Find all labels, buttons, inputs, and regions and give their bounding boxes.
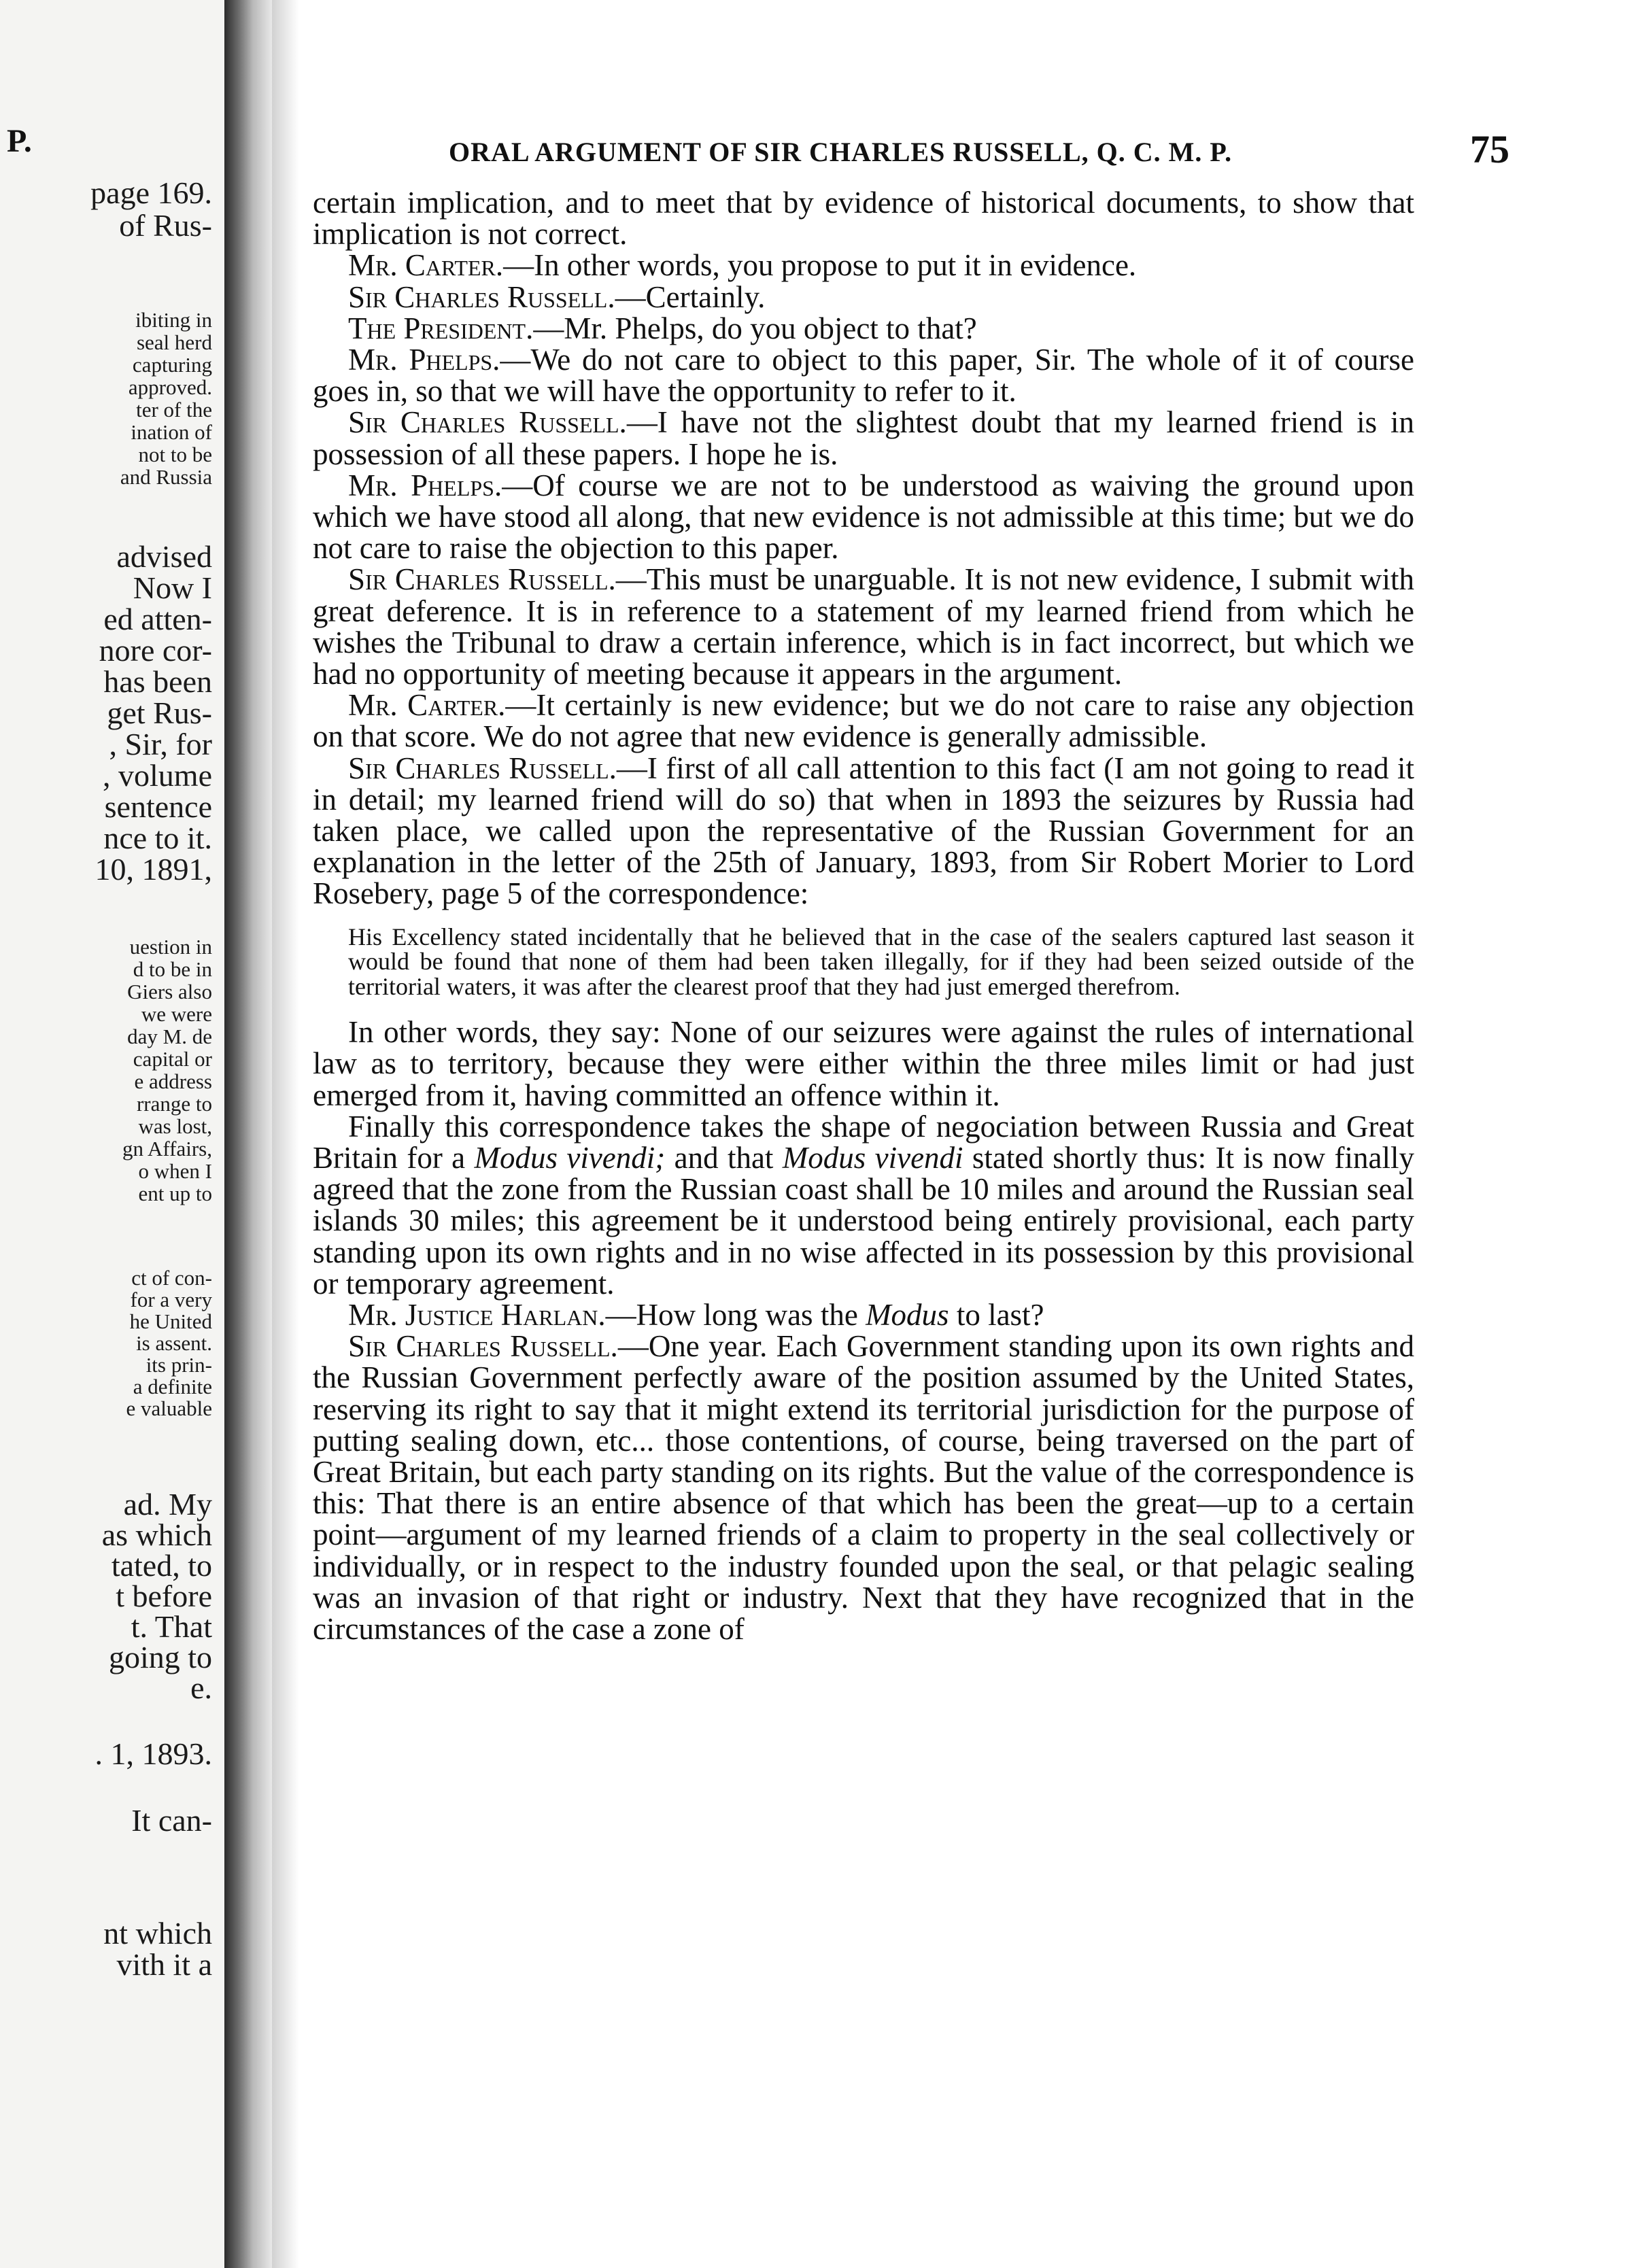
- paragraph-text: certain implication, and to meet that by evidence of historical documents, to show that implication is not correct.: [313, 186, 1414, 252]
- paragraph-text: —Mr. Phelps, do you object to that?: [533, 311, 977, 345]
- running-head: ORAL ARGUMENT OF SIR CHARLES RUSSELL, Q. C. M. P.: [449, 137, 1233, 167]
- left-page-line: day M. de: [127, 1025, 212, 1048]
- paragraph-modus-vivendi: [313, 1111, 1414, 1299]
- paragraph-russell-one-year: [313, 1330, 1414, 1645]
- speaker-name: Mr. Justice Harlan.: [348, 1298, 606, 1332]
- text-span: and that: [665, 1140, 783, 1175]
- left-page-line: ct of con-: [131, 1266, 212, 1290]
- paragraph-harlan-question: [313, 1299, 1414, 1330]
- speaker-name: Sir Charles Russell.: [348, 562, 616, 597]
- speaker-name: The President.: [348, 311, 534, 345]
- left-page-line: tated, to: [111, 1548, 212, 1583]
- paragraph-text: —Of course we are not to be understood as waiving the ground upon which we have stood all along, that new evidence is not admissible at this time; but we do not care to raise the objection to this paper.: [313, 468, 1414, 566]
- left-page-header: P.: [7, 123, 32, 159]
- paragraph-p7: [313, 470, 1414, 564]
- left-page-line: has been: [103, 664, 212, 699]
- italic-term: Modus vivendi;: [474, 1140, 666, 1175]
- left-page-line: a definite: [133, 1375, 212, 1398]
- text-span: —One year. Each Government standing upon its own rights and the Russian Government perfectly aware of the position assumed by the United States, reserving its right to say that it might extend its territorial jurisdiction for the purpose of putting sealing down, etc... those contentions, of course, being traversed on the part of Great Britain, but each party standing on its rights. But the value of the correspondence is this: That there is an entire absence of that which has been the great—up to a certain point—argument of my learned friends of a claim to property in the seal collectively or individually, or in respect to the industry founded upon the seal, or that pelagic sealing was an invasion of that right or industry. Next that they have recognized that in the circumstances of the case a zone of: [313, 1329, 1414, 1647]
- left-page-line: gn Affairs,: [122, 1137, 212, 1161]
- speaker-name: Sir Charles Russell.: [348, 1329, 618, 1364]
- left-page-line: e address: [134, 1069, 212, 1093]
- left-page-line: is assent.: [136, 1331, 212, 1355]
- speaker-name: Mr. Carter.: [348, 688, 506, 723]
- left-page-line: . 1, 1893.: [95, 1736, 212, 1771]
- page-number: 75: [1470, 127, 1509, 171]
- paragraph-text: —Certainly.: [615, 279, 766, 314]
- left-page-line: nce to it.: [103, 821, 212, 855]
- paragraph-p3: [313, 281, 1414, 313]
- left-page-line: as which: [101, 1517, 212, 1552]
- left-page-line: rrange to: [136, 1092, 212, 1116]
- left-page-line: o when I: [138, 1159, 212, 1183]
- text-span: stated shortly thus: It is now finally agreed that the zone from the Russian coast shall be 10 miles and around the Russian seal islands 30 miles; this agreement be it understood being entirely provisional, each party standing upon its own rights and in no wise affected in its possession by this provisional or temporary agreement.: [313, 1140, 1414, 1301]
- left-page-line: ination of: [131, 420, 212, 444]
- left-page-line: its prin-: [146, 1353, 212, 1377]
- left-page-line: e.: [190, 1670, 212, 1705]
- left-page-line: nore cor-: [99, 633, 212, 668]
- gutter-shadow: [272, 0, 299, 2268]
- page-body: [313, 187, 1414, 1645]
- left-page-line: e valuable: [126, 1396, 212, 1420]
- paragraph-p5: [313, 344, 1414, 407]
- left-page-line: get Rus-: [107, 695, 212, 730]
- left-page-line: approved.: [128, 375, 212, 399]
- left-page-fragment: [0, 0, 224, 2268]
- left-page-line: we were: [141, 1002, 212, 1026]
- paragraph-p1: [313, 187, 1414, 250]
- left-page-line: advised: [116, 539, 212, 574]
- left-page-line: not to be: [138, 443, 212, 466]
- left-page-line: d to be in: [133, 957, 212, 981]
- left-page-line: 10, 1891,: [95, 852, 212, 887]
- left-page-line: sentence: [104, 789, 212, 824]
- right-page: [299, 41, 1564, 2237]
- paragraph-text: —We do not care to object to this paper, Sir. The whole of it of course goes in, so that we will have the opportunity to refer to it.: [313, 343, 1414, 409]
- paragraph-in-other-words: In other words, they say: None of our seizures were against the rules of international law as to territory, because they were either within the three miles limit or had just emerged from it, having committed an offence within it.: [313, 1015, 1414, 1112]
- speaker-name: Sir Charles Russell.: [348, 405, 627, 440]
- text-span: —How long was the: [605, 1298, 866, 1332]
- text-span: Finally this correspondence takes the shape of negociation between Russia and Great Britain for a: [313, 1109, 1414, 1175]
- left-page-line: Giers also: [127, 980, 212, 1003]
- left-page-line: of Rus-: [119, 208, 212, 243]
- left-page-line: ad. My: [123, 1487, 212, 1522]
- speaker-name: Sir Charles Russell.: [348, 279, 615, 314]
- left-page-line: vith it a: [116, 1947, 212, 1982]
- book-gutter: [224, 0, 272, 2268]
- paragraph-text: —This must be unarguable. It is not new evidence, I submit with great deference. It is in reference to a statement of my learned friend from which he wishes the Tribunal to draw a certain inference, which is in fact incorrect, but which we had no opportunity of meeting because it appears in the argument.: [313, 562, 1415, 691]
- left-page-line: for a very: [130, 1288, 212, 1311]
- paragraph-p4: [313, 313, 1414, 344]
- left-page-line: going to: [108, 1640, 212, 1674]
- italic-term: Modus vivendi: [782, 1140, 963, 1175]
- left-page-line: ter of the: [136, 398, 212, 422]
- left-page-line: capturing: [132, 353, 212, 377]
- speaker-name: Mr. Phelps.: [348, 468, 502, 502]
- left-page-line: , volume: [103, 758, 212, 793]
- paragraph-text: —I have not the slightest doubt that my learned friend is in possession of all these papers. I hope he is.: [313, 405, 1414, 471]
- paragraph-p8: [313, 564, 1414, 689]
- left-page-line: ent up to: [138, 1182, 212, 1205]
- paragraph-text: —It certainly is new evidence; but we do not care to raise any objection on that score. We do not agree that new evidence is generally admissible.: [313, 688, 1414, 754]
- left-page-line: and Russia: [120, 465, 212, 489]
- paragraph-p2: [313, 250, 1414, 281]
- paragraph-p6: [313, 407, 1414, 469]
- italic-term: Modus: [866, 1298, 949, 1332]
- left-page-line: he United: [129, 1309, 212, 1333]
- left-page-line: was lost,: [138, 1114, 212, 1138]
- left-page-line: nt which: [103, 1916, 212, 1951]
- paragraph-p9: [313, 689, 1414, 752]
- left-page-line: uestion in: [129, 935, 212, 959]
- speaker-name: Mr. Phelps.: [348, 343, 500, 377]
- speaker-name: Mr. Carter.: [348, 248, 504, 283]
- left-page-line: t before: [116, 1579, 212, 1613]
- left-page-line: page 169.: [90, 175, 212, 210]
- text-span: to last?: [949, 1298, 1044, 1332]
- left-page-line: t. That: [131, 1609, 212, 1644]
- left-page-line: seal herd: [136, 330, 212, 354]
- speaker-name: Sir Charles Russell.: [348, 751, 617, 785]
- paragraph-p10: [313, 753, 1414, 910]
- dialogue-paragraphs: [313, 187, 1414, 910]
- paragraph-text: —I first of all call attention to this fact (I am not going to read it in detail; my learned friend will do so) that when in 1893 the seizures by Russia had taken place, we called upon the representative of the Russian Government for an explanation in the letter of the 25th of January, 1893, from Sir Robert Morier to Lord Rosebery, page 5 of the correspondence:: [313, 751, 1415, 911]
- paragraph-text: —In other words, you propose to put it in evidence.: [503, 248, 1137, 283]
- left-page-line: It can-: [131, 1803, 212, 1838]
- left-page-line: ibiting in: [135, 308, 212, 332]
- left-page-line: ed atten-: [103, 602, 212, 636]
- block-quote: His Excellency stated incidentally that he believed that in the case of the sealers captured last season it would be found that none of them had been taken illegally, for if they had been seized outside of the territorial waters, it was after the clearest proof that they had just emerged therefrom.: [348, 923, 1414, 1000]
- left-page-line: Now I: [133, 570, 212, 605]
- left-page-line: capital or: [133, 1047, 212, 1071]
- left-page-line: , Sir, for: [109, 727, 212, 761]
